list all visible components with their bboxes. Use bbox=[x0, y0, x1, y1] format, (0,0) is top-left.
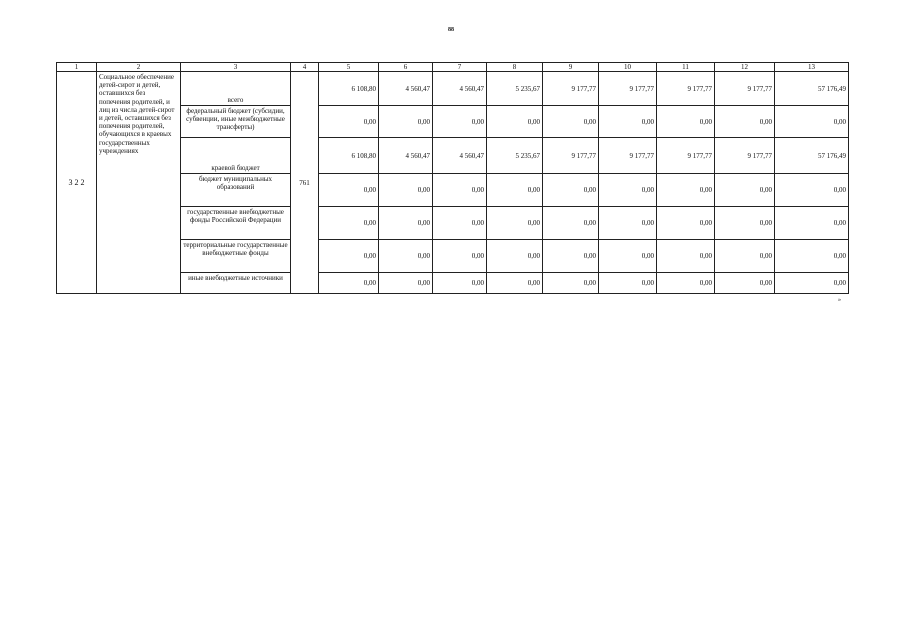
value-cell: 0,00 bbox=[379, 207, 433, 240]
column-header: 11 bbox=[657, 63, 715, 72]
column-header: 7 bbox=[433, 63, 487, 72]
value-cell: 57 176,49 bbox=[775, 138, 849, 174]
value-cell: 0,00 bbox=[379, 174, 433, 207]
value-cell: 0,00 bbox=[319, 273, 379, 294]
value-cell: 0,00 bbox=[715, 240, 775, 273]
value-cell: 9 177,77 bbox=[543, 138, 599, 174]
column-header: 12 bbox=[715, 63, 775, 72]
budget-table bbox=[56, 62, 849, 294]
value-cell: 0,00 bbox=[543, 106, 599, 138]
value-cell: 0,00 bbox=[433, 207, 487, 240]
funding-source: территориальные государственные внебюджетные фонды bbox=[181, 240, 291, 273]
column-header: 13 bbox=[775, 63, 849, 72]
item-code: 3 2 2 bbox=[57, 72, 97, 294]
value-cell: 0,00 bbox=[657, 240, 715, 273]
column-header: 6 bbox=[379, 63, 433, 72]
value-cell: 6 108,80 bbox=[319, 72, 379, 106]
value-cell: 0,00 bbox=[379, 106, 433, 138]
column-header: 8 bbox=[487, 63, 543, 72]
column-header: 4 bbox=[291, 63, 319, 72]
column-header: 3 bbox=[181, 63, 291, 72]
value-cell: 4 560,47 bbox=[433, 138, 487, 174]
value-cell: 0,00 bbox=[543, 240, 599, 273]
value-cell: 0,00 bbox=[657, 273, 715, 294]
value-cell: 0,00 bbox=[775, 174, 849, 207]
value-cell: 0,00 bbox=[487, 273, 543, 294]
value-cell: 0,00 bbox=[715, 207, 775, 240]
value-cell: 9 177,77 bbox=[543, 72, 599, 106]
value-cell: 0,00 bbox=[599, 106, 657, 138]
value-cell: 0,00 bbox=[319, 240, 379, 273]
funding-source: бюджет муниципальных образований bbox=[181, 174, 291, 207]
value-cell: 0,00 bbox=[599, 240, 657, 273]
funding-source: государственные внебюджетные фонды Российской Федерации bbox=[181, 207, 291, 240]
value-cell: 0,00 bbox=[487, 174, 543, 207]
value-cell: 0,00 bbox=[433, 240, 487, 273]
value-cell: 9 177,77 bbox=[599, 138, 657, 174]
column-header: 1 bbox=[57, 63, 97, 72]
value-cell: 0,00 bbox=[775, 207, 849, 240]
value-cell: 0,00 bbox=[433, 273, 487, 294]
value-cell: 0,00 bbox=[775, 240, 849, 273]
column-header: 5 bbox=[319, 63, 379, 72]
funding-source: иные внебюджетные источники bbox=[181, 273, 291, 294]
value-cell: 0,00 bbox=[379, 273, 433, 294]
value-cell: 4 560,47 bbox=[433, 72, 487, 106]
value-cell: 5 235,67 bbox=[487, 72, 543, 106]
value-cell: 0,00 bbox=[433, 174, 487, 207]
value-cell: 9 177,77 bbox=[657, 138, 715, 174]
value-cell: 0,00 bbox=[775, 106, 849, 138]
value-cell: 0,00 bbox=[543, 207, 599, 240]
value-cell: 0,00 bbox=[657, 106, 715, 138]
value-cell: 6 108,80 bbox=[319, 138, 379, 174]
value-cell: 4 560,47 bbox=[379, 138, 433, 174]
value-cell: 0,00 bbox=[715, 174, 775, 207]
value-cell: 0,00 bbox=[319, 174, 379, 207]
value-cell: 57 176,49 bbox=[775, 72, 849, 106]
column-header: 9 bbox=[543, 63, 599, 72]
page-number: 88 bbox=[448, 27, 454, 33]
value-cell: 9 177,77 bbox=[715, 72, 775, 106]
column-header: 10 bbox=[599, 63, 657, 72]
value-cell: 5 235,67 bbox=[487, 138, 543, 174]
value-cell: 0,00 bbox=[319, 106, 379, 138]
table-row bbox=[57, 72, 849, 106]
funding-source: краевой бюджет bbox=[181, 138, 291, 174]
value-cell: 0,00 bbox=[599, 273, 657, 294]
value-cell: 0,00 bbox=[433, 106, 487, 138]
item-name: Социальное обеспечение детей-сирот и детей, оставшихся без попечения родителей, и лиц из числа детей-сирот и детей, оставшихся без попечения родителей, обучающихся в краевых государственных учреждениях bbox=[97, 72, 181, 294]
value-cell: 0,00 bbox=[715, 106, 775, 138]
value-cell: 4 560,47 bbox=[379, 72, 433, 106]
value-cell: 0,00 bbox=[379, 240, 433, 273]
value-cell: 0,00 bbox=[319, 207, 379, 240]
end-quote-mark: » bbox=[838, 297, 841, 303]
value-cell: 0,00 bbox=[487, 106, 543, 138]
value-cell: 0,00 bbox=[599, 174, 657, 207]
value-cell: 9 177,77 bbox=[599, 72, 657, 106]
value-cell: 0,00 bbox=[599, 207, 657, 240]
value-cell: 0,00 bbox=[657, 174, 715, 207]
header-row bbox=[57, 63, 849, 72]
funding-source: всего bbox=[181, 72, 291, 106]
value-cell: 0,00 bbox=[543, 273, 599, 294]
value-cell: 0,00 bbox=[543, 174, 599, 207]
value-cell: 9 177,77 bbox=[715, 138, 775, 174]
grbs-code: 761 bbox=[291, 72, 319, 294]
value-cell: 0,00 bbox=[715, 273, 775, 294]
value-cell: 0,00 bbox=[487, 207, 543, 240]
funding-source: федеральный бюджет (субсидии, субвенции, иные межбюджетные трансферты) bbox=[181, 106, 291, 138]
value-cell: 0,00 bbox=[657, 207, 715, 240]
value-cell: 0,00 bbox=[487, 240, 543, 273]
value-cell: 9 177,77 bbox=[657, 72, 715, 106]
value-cell: 0,00 bbox=[775, 273, 849, 294]
column-header: 2 bbox=[97, 63, 181, 72]
